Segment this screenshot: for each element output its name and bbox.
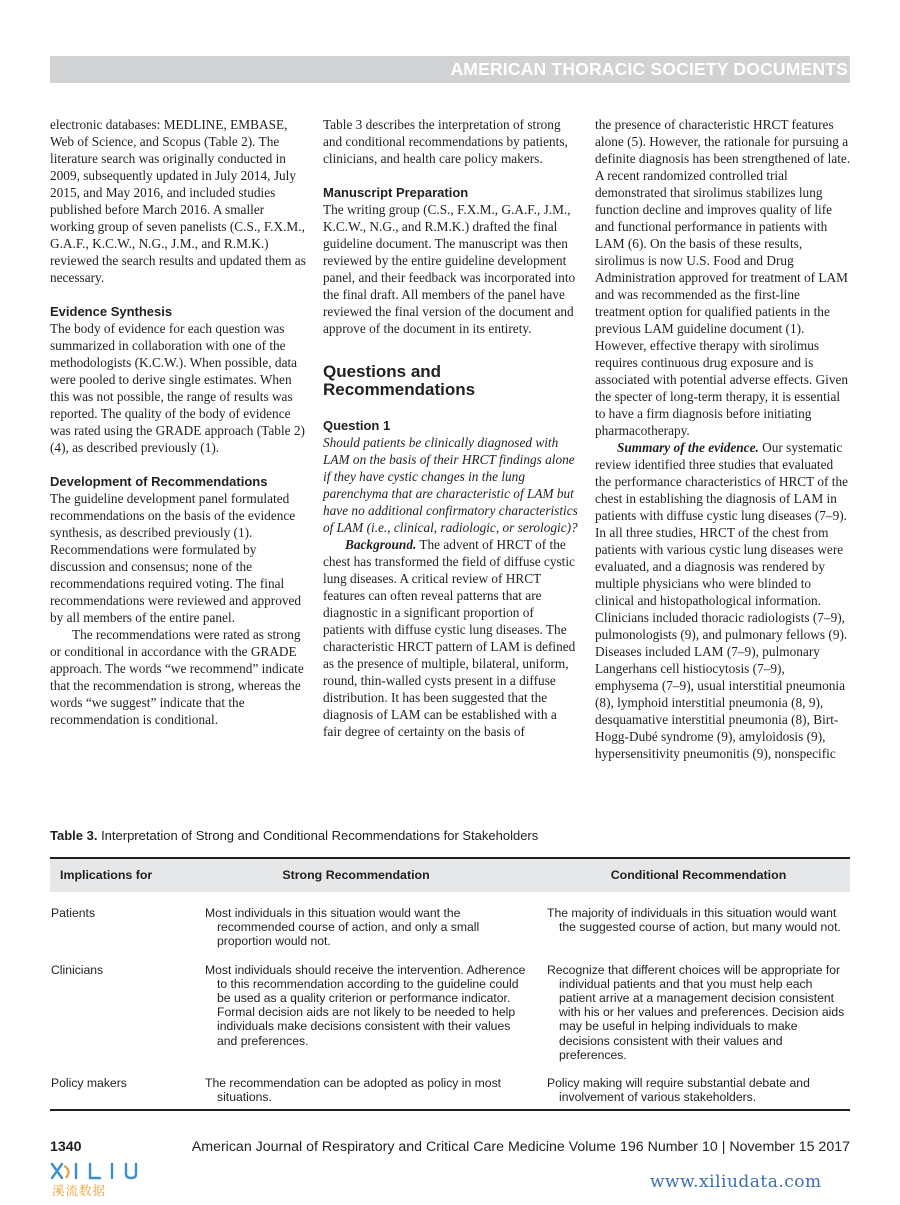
table-header-cell: Conditional Recommendation — [610, 868, 787, 883]
table-label: Table 3. — [50, 828, 98, 843]
question-1-heading: Question 1 — [323, 418, 391, 433]
watermark-logo — [50, 1160, 150, 1200]
background-text: The advent of HRCT of the chest has transformed the field of diffuse cystic lung diseases. A critical review of HRCT features can often reveal patterns that are diagnostic in a significant proportion of patients with diffuse cystic lung diseases. The characteristic HRCT pattern of LAM is defined as the presence of multiple, bilateral, uniform, round, thin-walled cysts present in a diffuse distribution. It has been suggested that the diagnosis of LAM can be established with a fair degree of certainty on the basis of — [323, 537, 576, 739]
recommendations-table — [50, 857, 850, 1111]
table-caption-text: Interpretation of Strong and Conditional Recommendations for Stakeholders — [97, 828, 539, 843]
text-column-3 — [595, 116, 851, 762]
section-heading-manuscript: Manuscript Preparation — [323, 185, 469, 200]
text-column-2 — [323, 116, 578, 740]
paragraph: Table 3 describes the interpretation of strong and conditional recommendations by patients, clinicians, and health care policy makers. — [323, 117, 568, 166]
svg-text:溪流数据: 溪流数据 — [52, 1183, 107, 1198]
section-heading-questions: Questions and Recommendations — [323, 362, 476, 399]
table-header-cell: Strong Recommendation — [282, 868, 430, 883]
paragraph — [595, 439, 851, 762]
paragraph: The guideline development panel formulated recommendations on the basis of the evidence synthesis, as described previously (1). Recommendations were formulated by discussion and consensus; none of the recommendations required voting. The final recommendations were reviewed and approved by all members of the entire panel. — [50, 491, 302, 625]
paragraph — [323, 536, 578, 740]
paragraph: The writing group (C.S., F.X.M., G.A.F., J.M., K.C.W., N.G., and R.M.K.) drafted the final guideline document. The manuscript was then reviewed by the entire guideline development panel, and their feedback was incorporated into the final draft. All members of the panel have reviewed the final version of the document and approve of the document in its entirety. — [323, 202, 576, 336]
section-heading-evidence-synthesis: Evidence Synthesis — [50, 304, 173, 319]
table-cell-strong: Most individuals should receive the intervention. Adherence to this recommendation according to the guideline could be used as a quality criterion or performance indicator. Formal decision aids are not likely to be needed to help individuals make decisions consistent with their values and preferences. — [205, 962, 526, 1048]
table-caption — [50, 828, 850, 843]
table-row — [50, 1076, 850, 1104]
text-column-1 — [50, 116, 306, 728]
table-cell-group: Clinicians — [51, 962, 104, 977]
table-cell-strong: Most individuals in this situation would want the recommended course of action, and only a small proportion would not. — [205, 906, 480, 949]
table-row — [50, 906, 850, 949]
paragraph: the presence of characteristic HRCT features alone (5). However, the rationale for pursuing a definite diagnosis has been strengthened of late. A recent randomized controlled trial demonstrated that sirolimus stabilizes lung function decline and improves quality of life and functional performance in patients with LAM (6). On the basis of these results, sirolimus is now U.S. Food and Drug Administration approved for treatment of LAM and was recommended as the first-line treatment option for qualified patients in the previous LAM guideline document (1). However, effective therapy with sirolimus requires continuous drug exposure and is associated with potential adverse effects. Given the specter of long-term therapy, it is essential to have a firm diagnosis before initiating pharmacotherapy. — [595, 117, 851, 438]
table-header-cell: Implications for — [60, 868, 153, 883]
table-cell-conditional: Recognize that different choices will be appropriate for individual patients and that you must help each patient arrive at a management decision consistent with his or her values and preferences. Decision aids may be useful in helping individuals to make decisions consistent with their values and preferences. — [547, 962, 845, 1062]
page-number: 1340 — [50, 1139, 82, 1155]
question-1-text: Should patients be clinically diagnosed with LAM on the basis of their HRCT findings alone if they have cystic changes in the lung parenchyma that are characteristic of LAM but have no additional confirmatory characteristics of LAM (i.e., clinical, radiologic, or serologic)? — [323, 435, 578, 535]
paragraph: electronic databases: MEDLINE, EMBASE, Web of Science, and Scopus (Table 2). The literature search was originally conducted in 2009, subsequently updated in July 2014, July 2015, and May 2016, and included studies published before March 2016. A smaller working group of seven panelists (C.S., F.X.M., G.A.F., K.C.W., N.G., J.M., and R.M.K.) reviewed the search results and updated them as necessary. — [50, 117, 306, 285]
table-cell-strong: The recommendation can be adopted as policy in most situations. — [205, 1076, 502, 1105]
background-label: Background. — [345, 537, 417, 552]
journal-citation: American Journal of Respiratory and Critical Care Medicine Volume 196 Number 10 | November 15 2017 — [191, 1139, 850, 1155]
table-cell-group: Patients — [51, 906, 96, 920]
summary-text: Our systematic review identified three studies that evaluated the performance characteristics of HRCT of the chest in establishing the diagnosis of LAM in patients with diffuse cystic lung diseases (7–9). In all three studies, HRCT of the chest from patients with various cystic lung diseases were evaluated, and a diagnosis was rendered by multiple physicians who were blinded to clinical and histopathological information. Clinicians included thoracic radiologists (7–9), pulmonologists (9), and pulmonary fellows (9). Diseases included LAM (7–9), pulmonary Langerhans cell histiocytosis (7–9), emphysema (7–9), usual interstitial pneumonia (8), lymphoid interstitial pneumonia (8, 9), desquamative interstitial pneumonia (8), Birt-Hogg-Dubé syndrome (9), amyloidosis (9), hypersensitivity pneumonitis (9), nonspecific — [595, 440, 849, 761]
table-cell-conditional: Policy making will require substantial debate and involvement of various stakeholders. — [547, 1076, 810, 1105]
table-row — [50, 963, 850, 1062]
table-header-row — [50, 859, 850, 892]
watermark-url: www.xiliudata.com — [650, 1172, 822, 1192]
paragraph: The body of evidence for each question was summarized in collaboration with one of the methodologists (K.C.W.). When possible, data were pooled to derive single estimates. When this was not possible, the range of results was reported. The quality of the body of evidence was rated using the GRADE approach (Table 2) (4), as described previously (1). — [50, 321, 305, 455]
table-cell-conditional: The majority of individuals in this situation would want the suggested course of action, but many would not. — [547, 906, 841, 935]
running-head — [50, 56, 850, 83]
table-cell-group: Policy makers — [51, 1076, 127, 1091]
running-head-text: AMERICAN THORACIC SOCIETY DOCUMENTS — [450, 59, 848, 79]
paragraph: The recommendations were rated as strong or conditional in accordance with the GRADE approach. The words “we recommend” indicate that the recommendation is strong, whereas the words “we suggest” indicate that the recommendation is conditional. — [50, 627, 304, 727]
section-heading-development: Development of Recommendations — [50, 474, 268, 489]
summary-label: Summary of the evidence. — [617, 440, 759, 455]
